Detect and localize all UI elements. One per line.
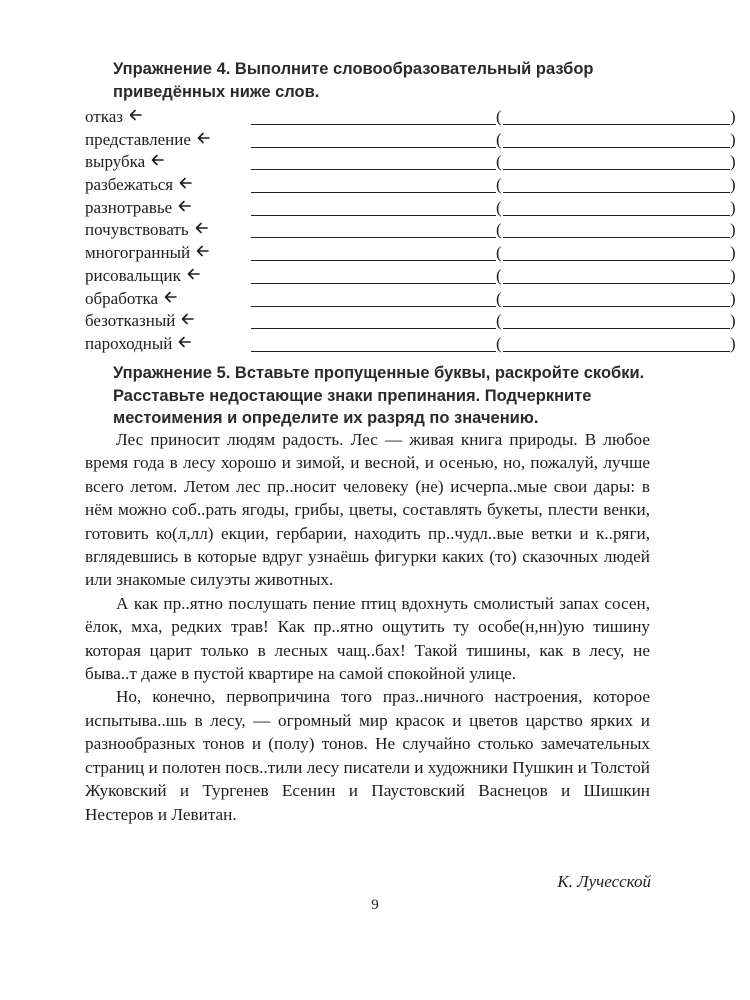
answer-line-method[interactable] — [503, 306, 730, 307]
answer-line-analysis[interactable] — [251, 237, 496, 238]
text-paragraph-3: Но, конечно, первопричина того праз..ничного настроения, которое испытыва..шь в лесу, — огромный мир красок и цветов царство ярких и разнообразных тонов и (полу) тонов. Не случайно столько замечательных страниц и полотен посв..тили лесу писатели и художники Пушкин и Толстой Жуковский и Тургенев Есенин и Паустовский Васнецов и Шишкин Нестеров и Левитан. — [85, 687, 650, 824]
arrow-left-icon — [197, 128, 210, 151]
paren-close: ) — [730, 129, 736, 149]
word-row — [85, 197, 736, 220]
word-text: многогранный — [85, 243, 191, 263]
paren-open: ( — [496, 220, 502, 240]
arrow-left-icon — [178, 196, 191, 219]
word-text: разбежаться — [85, 175, 174, 195]
word-row — [85, 242, 736, 265]
word-text: вырубка — [85, 152, 146, 172]
paren-close: ) — [730, 288, 736, 308]
word-label — [85, 333, 191, 356]
arrow-left-icon — [187, 264, 200, 287]
answer-line-method[interactable] — [503, 283, 730, 284]
answer-line-analysis[interactable] — [251, 306, 496, 307]
word-text: рисовальщик — [85, 265, 181, 285]
answer-line-analysis[interactable] — [251, 192, 496, 193]
paren-close: ) — [730, 265, 736, 285]
answer-line-method[interactable] — [503, 215, 730, 216]
arrow-left-icon — [181, 309, 194, 332]
answer-line-analysis[interactable] — [251, 260, 496, 261]
word-row — [85, 310, 736, 333]
word-row — [85, 129, 736, 152]
paren-close: ) — [730, 311, 736, 331]
exercise-5-instruction: Вставьте пропущенные буквы, раскройте скобки. Расставьте недостающие знаки препинания. Подчеркните местоимения и определите их разряд по значению. — [113, 364, 645, 427]
word-label — [85, 310, 194, 333]
arrow-left-icon — [151, 150, 164, 173]
word-label — [85, 106, 142, 129]
word-row — [85, 288, 736, 311]
word-row — [85, 265, 736, 288]
answer-line-method[interactable] — [503, 260, 730, 261]
arrow-left-icon — [164, 287, 177, 310]
paren-open: ( — [496, 265, 502, 285]
text-paragraph-1: Лес приносит людям радость. Лес — живая книга природы. В любое время года в лесу хорошо и зимой, и весной, и осенью, но, пожалуй, лучше всего летом. Летом лес пр..носит человеку (не) исчерпа..мые свои дары: в нём можно соб..рать ягоды, грибы, цветы, составлять букеты, плести венки, готовить ко(л,лл) екции, гербарии, находить пр..чудл..вые ветки и к..ряги, вглядевшись в которые вдруг узнаёшь фигурки каких (то) сказочных людей или знакомые силуэты животных. — [85, 430, 650, 590]
answer-line-analysis[interactable] — [251, 328, 496, 329]
paren-close: ) — [730, 220, 736, 240]
paren-open: ( — [496, 311, 502, 331]
word-label — [85, 197, 191, 220]
paren-close: ) — [730, 333, 736, 353]
word-text: разнотравье — [85, 197, 173, 217]
answer-line-analysis[interactable] — [251, 124, 496, 125]
arrow-left-icon — [178, 332, 191, 355]
page-number: 9 — [371, 897, 379, 913]
arrow-left-icon — [195, 218, 208, 241]
word-analysis-list — [85, 106, 736, 356]
word-text: безотказный — [85, 311, 176, 331]
word-text: пароходный — [85, 333, 173, 353]
answer-line-analysis[interactable] — [251, 283, 496, 284]
answer-line-analysis[interactable] — [251, 169, 496, 170]
answer-line-method[interactable] — [503, 169, 730, 170]
paren-close: ) — [730, 175, 736, 195]
paren-open: ( — [496, 197, 502, 217]
answer-line-method[interactable] — [503, 147, 730, 148]
word-row — [85, 151, 736, 174]
word-label — [85, 265, 200, 288]
exercise-5-text — [85, 428, 650, 826]
arrow-left-icon — [129, 105, 142, 128]
word-row — [85, 174, 736, 197]
paren-close: ) — [730, 197, 736, 217]
word-label — [85, 151, 164, 174]
word-row — [85, 333, 736, 356]
word-text: обработка — [85, 288, 159, 308]
word-label — [85, 129, 210, 152]
word-text: представление — [85, 129, 191, 149]
text-author: К. Лучесской — [557, 872, 651, 891]
answer-line-analysis[interactable] — [251, 351, 496, 352]
word-row — [85, 106, 736, 129]
paren-open: ( — [496, 333, 502, 353]
paren-close: ) — [730, 107, 736, 126]
exercise-4-instruction: Выполните словообразовательный разбор приведённых ниже слов. — [113, 60, 594, 101]
answer-line-analysis[interactable] — [251, 215, 496, 216]
exercise-4-heading — [113, 58, 653, 104]
paren-open: ( — [496, 243, 502, 263]
answer-line-analysis[interactable] — [251, 147, 496, 148]
exercise-5-heading — [113, 362, 653, 430]
paren-open: ( — [496, 129, 502, 149]
word-row — [85, 219, 736, 242]
answer-line-method[interactable] — [503, 351, 730, 352]
word-label — [85, 242, 209, 265]
text-paragraph-2: А как пр..ятно послушать пение птиц вдохнуть смолистый запах сосен, ёлок, мха, редких трав! Как пр..ятно ощутить ту особе(н,нн)ую тишину которая царит только в лесных чащ..бах! Такой тишины, как в лесу, не быва..т даже в пустой квартире на самой спокойной улице. — [85, 593, 650, 684]
paren-open: ( — [496, 152, 502, 172]
answer-line-method[interactable] — [503, 192, 730, 193]
answer-line-method[interactable] — [503, 124, 730, 125]
arrow-left-icon — [196, 241, 209, 264]
word-text: отказ — [85, 107, 123, 126]
answer-line-method[interactable] — [503, 237, 730, 238]
arrow-left-icon — [179, 173, 192, 196]
answer-line-method[interactable] — [503, 328, 730, 329]
word-label — [85, 219, 208, 242]
word-text: почувствовать — [85, 220, 189, 240]
exercise-4-title: Упражнение 4. — [113, 60, 231, 78]
paren-open: ( — [496, 107, 502, 126]
paren-open: ( — [496, 288, 502, 308]
paren-open: ( — [496, 175, 502, 195]
word-label — [85, 288, 177, 311]
paren-close: ) — [730, 152, 736, 172]
exercise-5-title: Упражнение 5. — [113, 364, 231, 382]
paren-close: ) — [730, 243, 736, 263]
word-label — [85, 174, 192, 197]
